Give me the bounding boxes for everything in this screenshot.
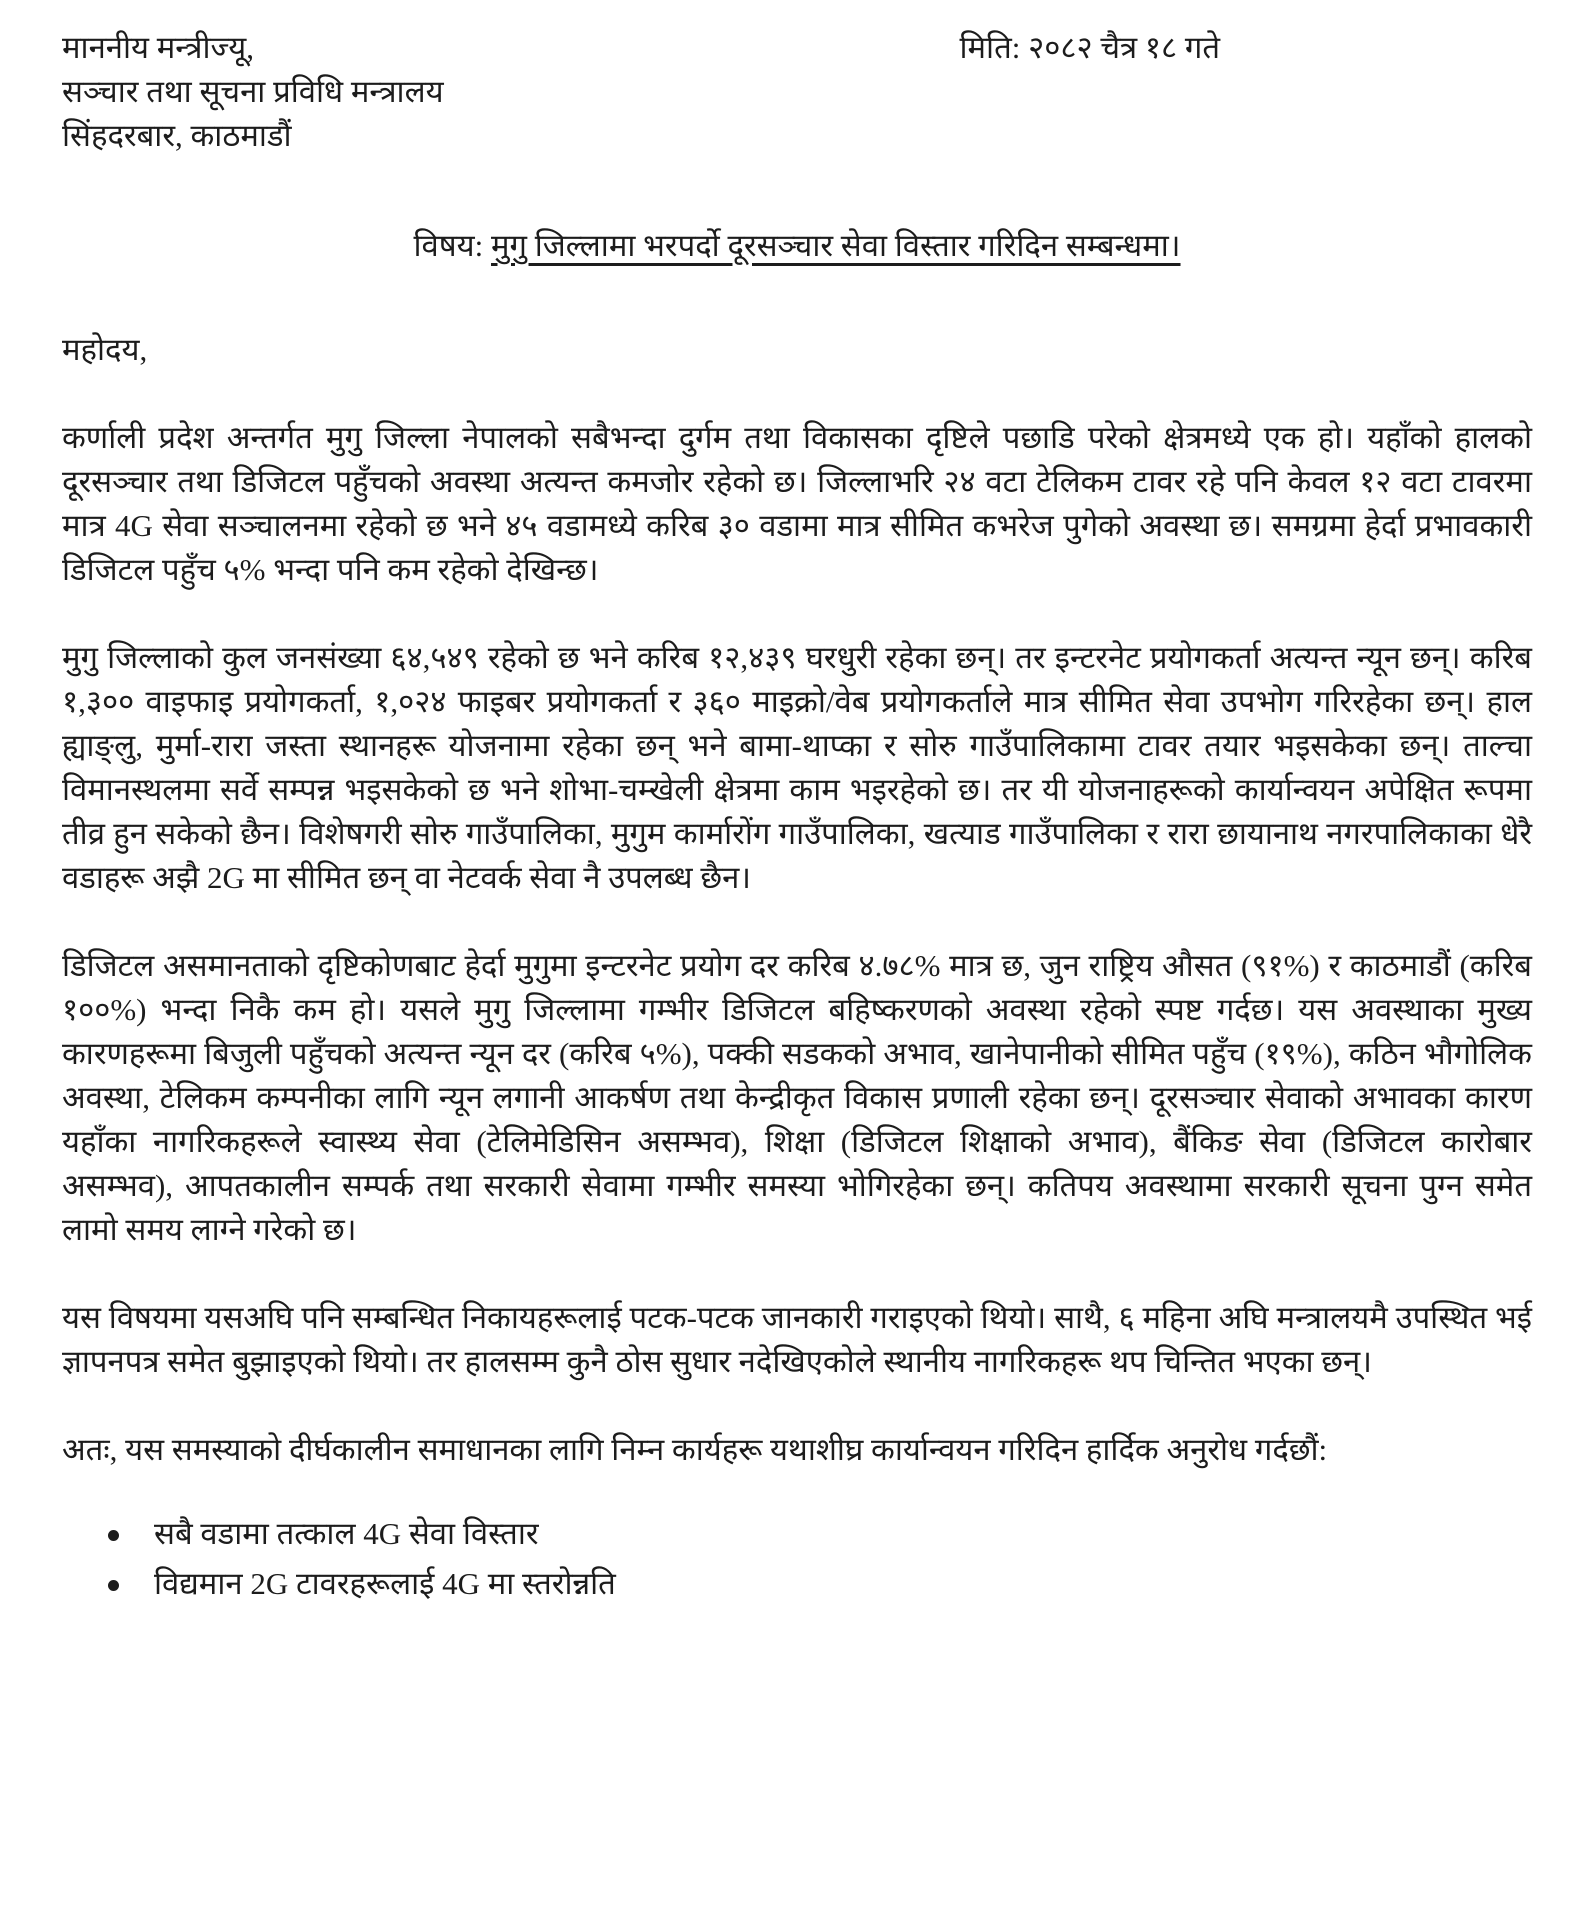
recipient-address-block bbox=[62, 26, 444, 158]
salutation: महोदय, bbox=[62, 332, 148, 367]
subject-prefix: विषय: bbox=[413, 228, 492, 263]
request-item-text: विद्यमान 2G टावरहरूलाई 4G मा स्तरोन्नति bbox=[154, 1566, 616, 1601]
paragraph-2: मुगु जिल्लाको कुल जनसंख्या ६४,५४९ रहेको छ भने करिब १२,४३९ घरधुरी रहेका छन्। तर इन्टरनेट प्रयोगकर्ता अत्यन्त न्यून छन्। करिब १,३०० वाइफाइ प्रयोगकर्ता, १,०२४ फाइबर प्रयोगकर्ता र ३६० माइक्रो/वेब प्रयोगकर्ताले मात्र सीमित सेवा उपभोग गरिरहेका छन्। हाल ह्याङ्लु, मुर्मा-रारा जस्ता स्थानहरू योजनामा रहेका छन् भने बामा-थाप्का र सोरु गाउँपालिकामा टावर तयार भइसकेका छन्। ताल्चा विमानस्थलमा सर्वे सम्पन्न भइसकेको छ भने शोभा-चम्खेली क्षेत्रमा काम भइरहेको छ। तर यी योजनाहरूको कार्यान्वयन अपेक्षित रूपमा तीव्र हुन सकेको छैन। विशेषगरी सोरु गाउँपालिका, मुगुम कार्मारोंग गाउँपालिका, खत्याड गाउँपालिका र रारा छायानाथ नगरपालिकाका धेरै वडाहरू अझै 2G मा सीमित छन् वा नेटवर्क सेवा नै उपलब्ध छैन। bbox=[62, 640, 1532, 895]
list-item bbox=[108, 1562, 1532, 1606]
paragraph-3: डिजिटल असमानताको दृष्टिकोणबाट हेर्दा मुगुमा इन्टरनेट प्रयोग दर करिब ४.७८% मात्र छ, जुन राष्ट्रिय औसत (९१%) र काठमाडौं (करिब १००%) भन्दा निकै कम हो। यसले मुगु जिल्लामा गम्भीर डिजिटल बहिष्करणको अवस्था रहेको स्पष्ट गर्दछ। यस अवस्थाका मुख्य कारणहरूमा बिजुली पहुँचको अत्यन्त न्यून दर (करिब ५%), पक्की सडकको अभाव, खानेपानीको सीमित पहुँच (१९%), कठिन भौगोलिक अवस्था, टेलिकम कम्पनीका लागि न्यून लगानी आकर्षण तथा केन्द्रीकृत विकास प्रणाली रहेका छन्। दूरसञ्चार सेवाको अभावका कारण यहाँका नागरिकहरूले स्वास्थ्य सेवा (टेलिमेडिसिन असम्भव), शिक्षा (डिजिटल शिक्षाको अभाव), बैंकिङ सेवा (डिजिटल कारोबार असम्भव), आपतकालीन सम्पर्क तथा सरकारी सेवामा गम्भीर समस्या भोगिरहेका छन्। कतिपय अवस्थामा सरकारी सूचना पुग्न समेत लामो समय लाग्ने गरेको छ। bbox=[62, 948, 1532, 1247]
paragraph-1: कर्णाली प्रदेश अन्तर्गत मुगु जिल्ला नेपालको सबैभन्दा दुर्गम तथा विकासका दृष्टिले पछाडि परेको क्षेत्रमध्ये एक हो। यहाँको हालको दूरसञ्चार तथा डिजिटल पहुँचको अवस्था अत्यन्त कमजोर रहेको छ। जिल्लाभरि २४ वटा टेलिकम टावर रहे पनि केवल १२ वटा टावरमा मात्र 4G सेवा सञ्चालनमा रहेको छ भने ४५ वडामध्ये करिब ३० वडामा मात्र सीमित कभरेज पुगेको अवस्था छ। समग्रमा हेर्दा प्रभावकारी डिजिटल पहुँच ५% भन्दा पनि कम रहेको देखिन्छ। bbox=[62, 420, 1532, 587]
letter-date: मिति: २०८२ चैत्र १८ गते bbox=[959, 30, 1220, 65]
recipient-line-3: सिंहदरबार, काठमाडौं bbox=[62, 118, 292, 153]
subject-line bbox=[62, 224, 1532, 268]
paragraph-4: यस विषयमा यसअघि पनि सम्बन्धित निकायहरूलाई पटक-पटक जानकारी गराइएको थियो। साथै, ६ महिना अघि मन्त्रालयमै उपस्थित भई ज्ञापनपत्र समेत बुझाइएको थियो। तर हालसम्म कुनै ठोस सुधार नदेखिएकोले स्थानीय नागरिकहरू थप चिन्तित भएका छन्। bbox=[62, 1300, 1532, 1379]
request-list bbox=[62, 1512, 1532, 1606]
list-item bbox=[108, 1512, 1532, 1556]
letter-header bbox=[62, 26, 1532, 158]
request-item-text: सबै वडामा तत्काल 4G सेवा विस्तार bbox=[154, 1516, 539, 1551]
recipient-line-1: माननीय मन्त्रीज्यू, bbox=[62, 30, 254, 65]
bullet-dot-icon bbox=[108, 1530, 119, 1541]
bullet-dot-icon bbox=[108, 1580, 119, 1591]
subject-text: मुगु जिल्लामा भरपर्दो दूरसञ्चार सेवा विस्तार गरिदिन सम्बन्धमा। bbox=[491, 228, 1181, 263]
recipient-line-2: सञ्चार तथा सूचना प्रविधि मन्त्रालय bbox=[62, 74, 444, 109]
paragraph-5: अतः, यस समस्याको दीर्घकालीन समाधानका लागि निम्न कार्यहरू यथाशीघ्र कार्यान्वयन गरिदिन हार्दिक अनुरोध गर्दछौं: bbox=[62, 1432, 1328, 1467]
